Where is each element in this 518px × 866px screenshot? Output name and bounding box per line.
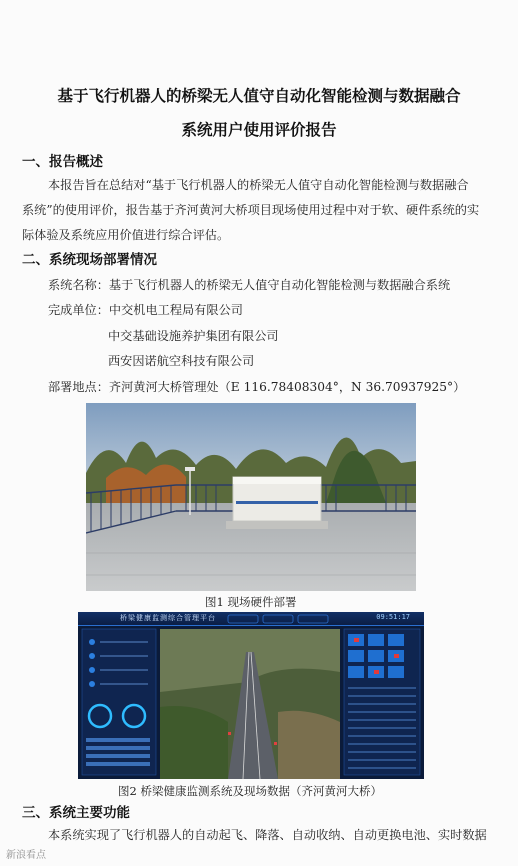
watermark-text: 新浪看点	[6, 850, 46, 861]
dashboard-title: 桥梁健康监测综合管理平台	[120, 614, 216, 622]
dashboard-clock: 09:51:17	[376, 613, 410, 621]
figure1-caption: 图1 现场硬件部署	[205, 595, 297, 609]
section1-line: 本报告旨在总结对“基于飞行机器人的桥梁无人值守自动化智能检测与数据融合	[48, 178, 469, 192]
system-name-line: 系统名称：基于飞行机器人的桥梁无人值守自动化智能检测与数据融合系统	[48, 278, 451, 292]
completion-unit-3: 西安因诺航空科技有限公司	[108, 354, 255, 368]
section2-heading: 二、系统现场部署情况	[22, 252, 157, 268]
deployment-location-line: 部署地点：齐河黄河大桥管理处（E 116.78408304°，N 36.70937925°）	[48, 380, 466, 394]
completion-unit-2: 中交基础设施养护集团有限公司	[108, 329, 279, 343]
figure2-caption: 图2 桥梁健康监测系统及现场数据（齐河黄河大桥）	[118, 784, 382, 798]
section1-line: 系统”的使用评价，报告基于齐河黄河大桥项目现场使用过程中对于软、硬件系统的实	[22, 203, 480, 217]
report-title-line1: 基于飞行机器人的桥梁无人值守自动化智能检测与数据融合	[57, 87, 461, 105]
monitoring-dashboard-screenshot	[78, 612, 424, 779]
section3-heading: 三、系统主要功能	[22, 805, 130, 821]
section3-line: 本系统实现了飞行机器人的自动起飞、降落、自动收纳、自动更换电池、实时数据	[48, 828, 487, 842]
site-hardware-photo	[86, 403, 416, 591]
report-title-line2: 系统用户使用评价报告	[181, 121, 337, 139]
section1-line: 际体验及系统应用价值进行综合评估。	[22, 228, 230, 242]
section1-heading: 一、报告概述	[22, 154, 103, 170]
completion-unit-line: 完成单位：中交机电工程局有限公司	[48, 303, 243, 317]
